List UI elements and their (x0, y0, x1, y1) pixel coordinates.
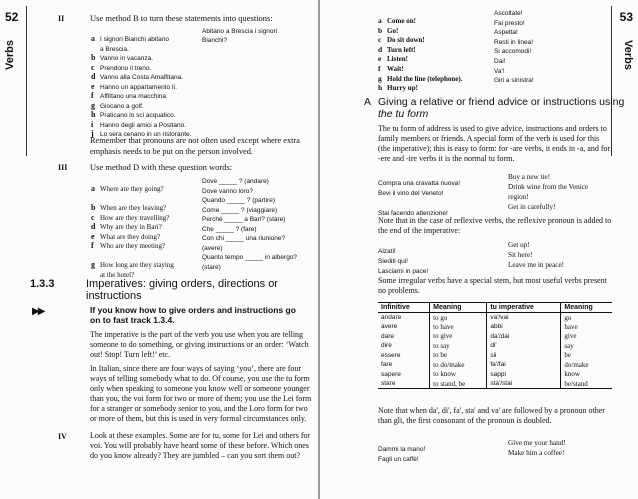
item-text: Hanno degli amici a Positano. (100, 121, 186, 129)
item-letter: f (91, 91, 94, 100)
item-letter: g (91, 100, 95, 110)
table-cell: da'/dai (487, 332, 561, 342)
example-list (378, 240, 612, 275)
table-cell: go (561, 313, 612, 323)
table-cell: to stand, be (430, 379, 487, 389)
item-letter: a (378, 16, 382, 25)
table-cell: avere (381, 323, 398, 331)
item-english: at the hotel? (100, 270, 135, 279)
item-letter: c (91, 62, 95, 72)
exercise-numeral: III (58, 163, 68, 172)
table-cell: know (561, 370, 612, 380)
item-letter: h (378, 83, 383, 93)
item-letter: i (91, 119, 94, 129)
example-english: Leave me in peace! (508, 261, 565, 269)
table-cell: be (561, 351, 612, 361)
table-cell: give (561, 332, 612, 342)
body-paragraph: Some irregular verbs have a special stem, but most useful verbs present no problems. (378, 276, 607, 295)
item-text: Praticano lo sci acquatico. (100, 112, 176, 119)
exercise-numeral: II (58, 14, 65, 23)
item-italian: Perché _____ a Bari? (stare) (202, 216, 286, 223)
example-list (378, 172, 612, 217)
item-text: Vanno alla Costa Amalfitana. (100, 74, 183, 81)
item-english: Why are they in Bari? (100, 223, 162, 231)
item-text: a Brescia. (100, 45, 129, 53)
body-paragraph: The tu form of address is used to give advice, instructions and orders to family members or friends. A special form of the verb is used for this (the imperative); this is easy to form: for -are verbs, it ends in -a, and for -ere and -ire verbs it is the normal tu form. (378, 124, 611, 163)
example-list (378, 438, 612, 463)
table-cell: sta'/stai (487, 379, 561, 389)
item-italian: Quanto tempo _____ in albergo? (202, 254, 298, 261)
item-italian: Va'! (494, 67, 505, 75)
item-italian: Si accomodi! (494, 48, 532, 56)
example-row (378, 202, 612, 217)
table-cell: to go (430, 313, 487, 323)
example-italian: Bevi il vino del Veneto! (378, 190, 444, 197)
fast-track-note: If you know how to give orders and instructions go (90, 305, 296, 315)
item-italian: Dove vanno loro? (202, 187, 253, 195)
item-english: Come on! (387, 17, 416, 25)
table-cell: essere (381, 351, 401, 359)
item-english: Hurry up! (387, 84, 418, 93)
example-row (378, 448, 612, 463)
item-italian: Che _____ ? (fare) (202, 225, 257, 233)
item-text: Affittano una macchina. (100, 93, 168, 100)
table-header: Meaning (430, 303, 487, 313)
fast-track-arrow-icon: ▶▶ (32, 306, 44, 317)
table-cell: sii (487, 351, 561, 361)
left-page (0, 0, 318, 499)
item-english: Do sit down! (387, 36, 425, 45)
exercise-instruction: Use method D with these question words: (90, 162, 233, 172)
list-item (91, 66, 191, 81)
item-letter: c (378, 35, 382, 45)
item-letter: a (91, 184, 95, 193)
list-item (91, 188, 311, 198)
table-row (378, 332, 612, 342)
item-italian: Come _____ ? (viaggiare) (202, 206, 278, 214)
item-english: How are they travelling? (100, 213, 170, 222)
item-italian: Quando _____ ? (partire) (202, 197, 275, 204)
margin-rule (26, 6, 27, 156)
item-text: Lo sera cenano in un ristorante. (100, 131, 192, 138)
table-cell: fare (381, 361, 393, 369)
example-row (378, 260, 612, 275)
item-italian: (avere) (202, 244, 223, 252)
item-italian: Con chi _____ una riunione? (202, 235, 286, 242)
table-row (378, 341, 612, 351)
example-english: Give me your hand! (508, 439, 566, 447)
list-item (378, 74, 612, 93)
exercise-instruction: Use method B to turn these statements into questions: (90, 13, 273, 23)
item-text: Prendono il treno. (100, 64, 152, 72)
table-row (378, 360, 612, 370)
list-item (91, 76, 191, 91)
item-letter: h (91, 110, 96, 119)
table-cell: abbi (487, 322, 561, 332)
table-cell: do/make (561, 360, 612, 370)
item-letter: e (378, 54, 382, 64)
irregular-verbs-table (378, 302, 612, 389)
section-letter: A (364, 96, 372, 108)
side-tab: Verbs (4, 40, 16, 70)
table-cell: dire (381, 342, 392, 350)
example-english: Drink wine from the Venice (508, 183, 589, 191)
item-letter: g (91, 260, 95, 269)
right-page (320, 0, 638, 499)
item-italian: Ascoltate! (494, 10, 523, 17)
note-paragraph: Note that when da', di', fa', sta' and va' are followed by a pronoun other than gli, the first consonant of the pronoun is doubled. (378, 406, 605, 425)
example-italian: Alzati! (378, 248, 396, 255)
example-italian: Compra una cravatta nuova! (378, 180, 461, 187)
example-italian: Stai facendo attenzione! (378, 210, 448, 217)
example-english: Get in carefully! (508, 203, 556, 211)
item-italian: Fai presto! (494, 19, 525, 27)
item-text: Giocano a golf. (100, 102, 144, 110)
page-number: 53 (619, 10, 633, 24)
item-english: Who are they meeting? (100, 242, 166, 250)
table-row (378, 379, 612, 389)
table-cell: stare (378, 379, 430, 389)
example-english: region! (508, 193, 529, 201)
exercise-numeral: IV (58, 432, 67, 441)
table-cell: andare (381, 314, 402, 321)
item-italian: Giri a sinistra! (494, 77, 534, 85)
table-cell: dare (381, 332, 395, 340)
item-english: Where are they going? (100, 185, 164, 193)
table-cell: fa'/fai (487, 360, 561, 370)
example-italian: Siediti qui! (378, 258, 408, 265)
example-row (378, 192, 612, 202)
table-header: tu imperative (487, 303, 561, 313)
item-italian: (stare) (202, 263, 221, 271)
table-cell: va'/vai (487, 313, 561, 323)
item-italian: Dove _____ ? (andare) (202, 178, 269, 185)
item-english: Turn left! (387, 45, 416, 54)
item-letter: g (378, 73, 382, 83)
item-text: Hanno un appartamento lì. (100, 83, 177, 91)
example-italian: Dammi la mano! (378, 446, 426, 453)
item-text: I signori Bianchi abitano (100, 36, 170, 43)
list-item (91, 57, 191, 72)
item-text: Vanno in vacanza. (100, 55, 153, 62)
table-cell: have (561, 322, 612, 332)
table-row (378, 351, 612, 361)
section-number: 1.3.3 (30, 278, 55, 290)
list-item (91, 123, 192, 138)
vocab-list (378, 10, 612, 93)
exercise-list (91, 178, 311, 279)
exercise-list (91, 28, 192, 138)
section-title: Imperatives: giving orders, directions or (86, 278, 278, 290)
item-letter: e (91, 231, 95, 241)
item-english: Hold the line (telephone). (387, 74, 463, 83)
list-item (91, 47, 191, 62)
item-english: Listen! (387, 55, 408, 64)
item-letter: j (91, 129, 94, 138)
list-item (91, 95, 191, 110)
item-letter: c (91, 212, 95, 222)
item-letter: f (378, 63, 381, 73)
body-paragraph: The imperative is the part of the verb you use when you are telling someone to do something, or giving instructions or an order: ‘Watch out! Stop! Turn left!’ etc. (90, 330, 309, 359)
table-row (378, 313, 612, 323)
body-paragraph: Note that in the case of reflexive verbs, the reflexive pronoun is added to the end of the imperative: (378, 216, 612, 235)
item-italian: Resti in linea! (494, 38, 534, 46)
table-cell: say (561, 341, 612, 351)
item-letter: b (91, 203, 96, 212)
table-cell: sappi (487, 370, 561, 380)
item-italian: Aspetta! (494, 29, 518, 37)
item-english: How long are they staying (100, 261, 174, 269)
body-paragraph: In Italian, since there are four ways of saying ‘you’, there are four ways of telling somebody what to do. Of course, you use the tu form only when speaking to someone you know well or someone younger than you, the voi form for two or more of them; you use the Lei form for a stranger or somebody senior to you, and the Loro form for two or more of them, but this is used in very formal circumstances only. (90, 364, 312, 423)
list-item (91, 245, 311, 255)
example-english: Make him a coffee! (508, 449, 565, 457)
item-letter: f (91, 241, 94, 250)
section-title: the tu form (378, 108, 429, 120)
example-english: Buy a new tie! (508, 173, 551, 181)
side-tab: Verbs (622, 40, 634, 70)
item-letter: a (91, 34, 95, 43)
item-english: When are they leaving? (100, 204, 167, 212)
page-number: 52 (5, 10, 19, 24)
list-item (91, 263, 311, 279)
example-italian: Fagli un caffè! (378, 456, 419, 463)
table-cell: be/stand (561, 379, 612, 389)
list-item (91, 104, 191, 119)
section-title: Giving a relative or friend advice or instructions using (378, 96, 625, 108)
table-cell: sapere (381, 370, 401, 378)
item-letter: e (91, 81, 95, 91)
note-paragraph: Remember that pronouns are not often used except where extra emphasis needs to be put on the person involved. (90, 136, 300, 156)
list-item (91, 28, 191, 43)
table-row (378, 370, 612, 380)
table-cell: to do/make (430, 360, 487, 370)
table-cell: to have (430, 322, 487, 332)
table-header: Meaning (561, 303, 612, 313)
table-header: Infinitive (378, 303, 430, 313)
table-cell: to say (430, 341, 487, 351)
answer-example: Abitano a Brescia i signori Bianchi? (202, 28, 278, 44)
list-item (91, 114, 191, 129)
section-title: instructions (86, 290, 142, 302)
item-letter: d (91, 222, 96, 231)
item-letter: b (378, 25, 383, 35)
item-english: What are they doing? (100, 232, 161, 241)
item-letter: d (378, 44, 383, 54)
table-row (378, 322, 612, 332)
fast-track-note: on to fast track 1.3.4. (90, 315, 175, 325)
table-cell: to give (430, 332, 487, 342)
example-english: Get up! (508, 241, 530, 249)
item-italian: Dai! (494, 57, 506, 65)
example-english: Sit here! (508, 251, 533, 259)
item-letter: b (91, 53, 96, 62)
table-cell: to know (430, 370, 487, 380)
table-cell: to be (430, 351, 487, 361)
item-english: Go! (387, 26, 399, 35)
example-italian: Lasciami in pace! (378, 268, 429, 275)
item-english: Wait! (387, 64, 404, 73)
item-letter: d (91, 72, 96, 81)
exercise-instruction: Look at these examples. Some are for tu, some for Lei and others for voi. You will probably have heard some of these before. Which ones do you know already? They are jumbled – can you sort them out? (90, 431, 311, 460)
table-cell: di' (487, 341, 561, 351)
